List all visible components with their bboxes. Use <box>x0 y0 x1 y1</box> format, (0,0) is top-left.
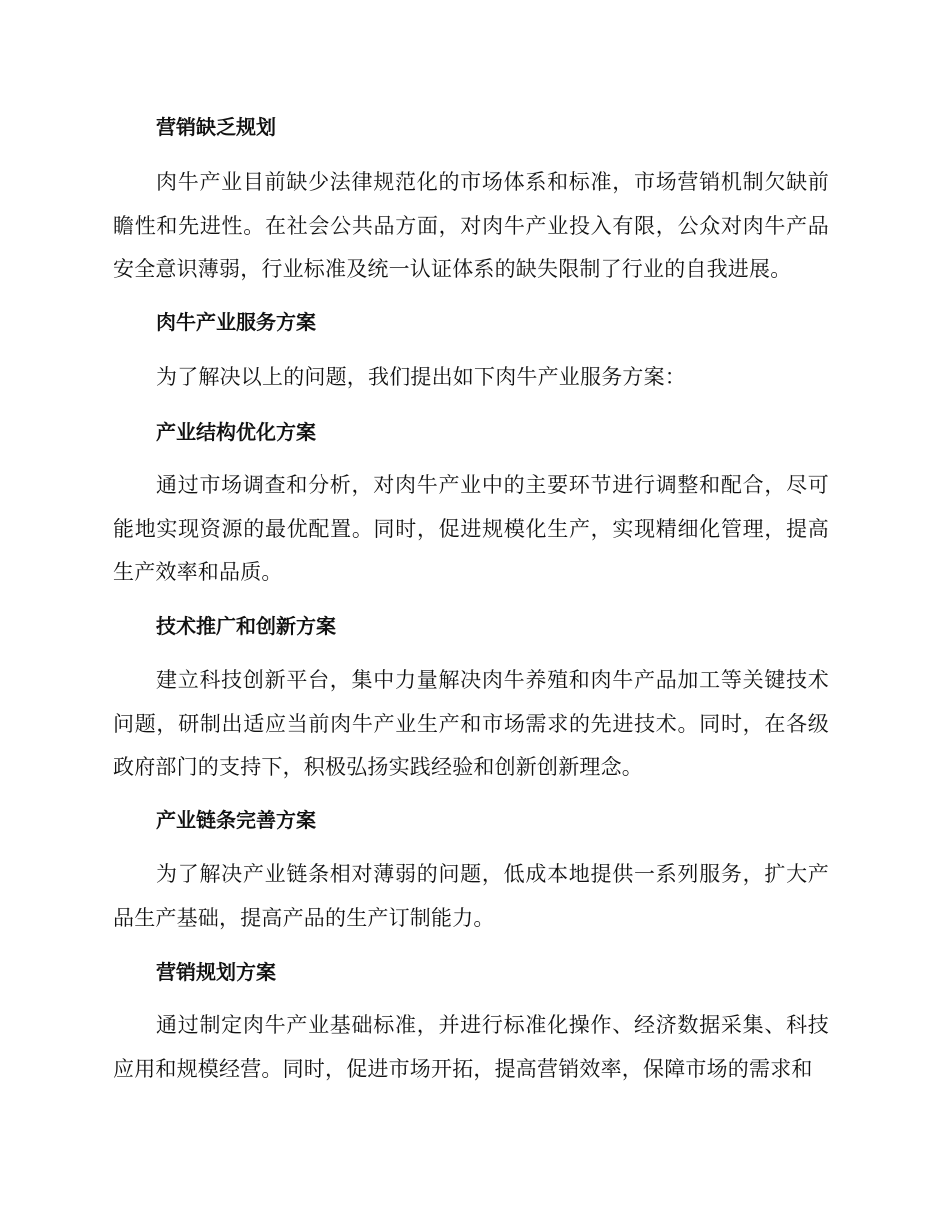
section-heading-industry-structure-optimization: 产业结构优化方案 <box>156 420 316 444</box>
section-heading-marketing-lacks-planning: 营销缺乏规划 <box>156 115 276 139</box>
section-paragraph-marketing-planning: 通过制定肉牛产业基础标准，并进行标准化操作、经济数据采集、科技应用和规模经营。同时，促进市场开拓，提高营销效率，保障市场的需求和 <box>113 1013 829 1081</box>
section-heading-technology-promotion-innovation: 技术推广和创新方案 <box>156 614 336 638</box>
section-heading-industry-chain-improvement: 产业链条完善方案 <box>156 808 316 832</box>
section-paragraph-industry-chain-improvement: 为了解决产业链条相对薄弱的问题，低成本地提供一系列服务，扩大产品生产基础，提高产品的生产订制能力。 <box>113 862 829 930</box>
section-paragraph-beef-industry-service-plan: 为了解决以上的问题，我们提出如下肉牛产业服务方案： <box>156 365 686 389</box>
section-heading-beef-industry-service-plan: 肉牛产业服务方案 <box>156 310 316 334</box>
section-paragraph-industry-structure-optimization: 通过市场调查和分析，对肉牛产业中的主要环节进行调整和配合，尽可能地实现资源的最优配置。同时，促进规模化生产，实现精细化管理，提高生产效率和品质。 <box>113 473 829 584</box>
section-heading-marketing-planning: 营销规划方案 <box>156 960 276 984</box>
section-paragraph-marketing-lacks-planning: 肉牛产业目前缺少法律规范化的市场体系和标准，市场营销机制欠缺前瞻性和先进性。在社会公共品方面，对肉牛产业投入有限，公众对肉牛产品安全意识薄弱，行业标准及统一认证体系的缺失限制了行业的自我进展。 <box>113 170 829 281</box>
section-paragraph-technology-promotion-innovation: 建立科技创新平台，集中力量解决肉牛养殖和肉牛产品加工等关键技术问题，研制出适应当前肉牛产业生产和市场需求的先进技术。同时，在各级政府部门的支持下，积极弘扬实践经验和创新创新理念。 <box>113 668 829 779</box>
